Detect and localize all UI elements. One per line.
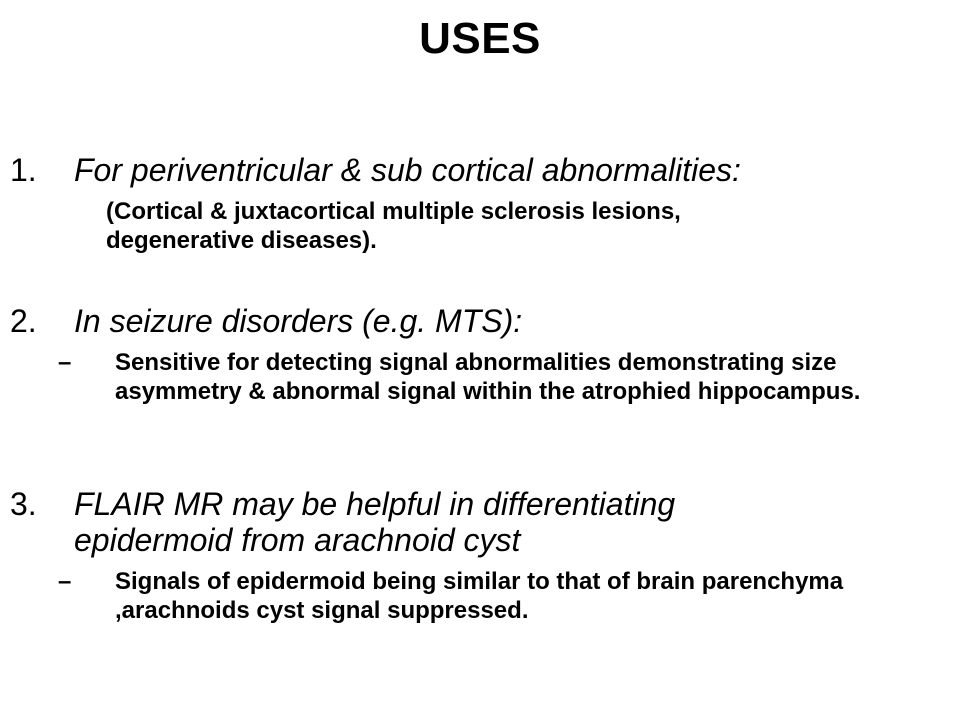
item-detail: Signals of epidermoid being similar to that of brain parenchyma ,arachnoids cyst signal suppressed. [115, 568, 844, 624]
dash-bullet: – [58, 349, 72, 376]
item-detail: Sensitive for detecting signal abnormalities demonstrating size asymmetry & abnormal signal within the atrophied hippocampus. [115, 349, 861, 405]
dash-bullet: – [58, 568, 72, 595]
item-heading: For periventricular & sub cortical abnormalities: [74, 152, 741, 188]
slide-title: USES [419, 14, 541, 63]
item-number: 2. [10, 303, 37, 339]
item-heading-line-1: FLAIR MR may be helpful in differentiating [74, 486, 676, 522]
item-heading: In seizure disorders (e.g. MTS): [74, 303, 523, 339]
item-heading-line-2: epidermoid from arachnoid cyst [74, 522, 521, 558]
item-number: 1. [10, 152, 37, 188]
item-number: 3. [10, 486, 37, 522]
item-detail: (Cortical & juxtacortical multiple sclerosis lesions, degenerative diseases). [106, 198, 681, 254]
